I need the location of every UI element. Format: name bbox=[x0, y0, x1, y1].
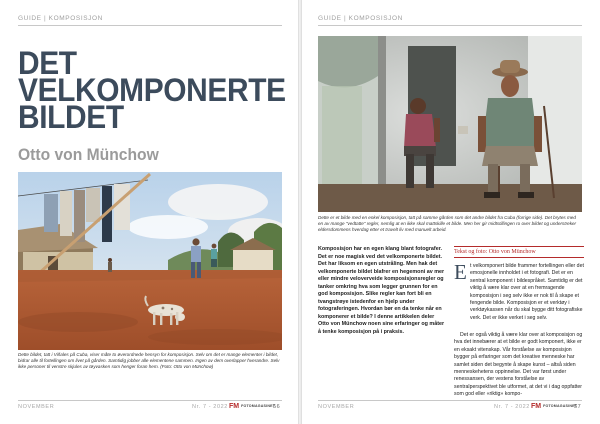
headline-line-3: BILDET bbox=[18, 99, 124, 135]
footer-issue-right: Nr. 7 - 2022 bbox=[494, 404, 530, 410]
body-paragraph-1-start bbox=[470, 263, 584, 322]
headline-line-2: VELKOMPONERTE bbox=[18, 72, 286, 108]
headline bbox=[18, 45, 286, 135]
logo-mark-right: FM bbox=[531, 403, 542, 410]
left-page bbox=[0, 0, 298, 424]
footer-issue-left: Nr. 7 - 2022 bbox=[192, 404, 228, 410]
page-number-left: 56 bbox=[273, 404, 281, 410]
running-head-right: GUIDE | KOMPOSISJON bbox=[318, 15, 403, 22]
magazine-logo-right bbox=[531, 403, 577, 410]
footer-rule-left bbox=[18, 400, 282, 401]
header-rule-right bbox=[318, 25, 582, 26]
footer-rule-right bbox=[318, 400, 582, 401]
footer-month-right: NOVEMBER bbox=[318, 404, 355, 410]
farm-photo bbox=[18, 172, 282, 350]
right-page bbox=[302, 0, 600, 424]
author-name: Otto von Münchow bbox=[18, 145, 159, 164]
left-photo-caption: Dette bildet, tatt i Viñales på Cuba, viser måte to øverordnede hensyn for komposisjon. Selv om det er mange elementer i bildet, bidrar alle til fortellingen om livet på gården. Samtidig jobber alle elementene sammen. Ingen av dem overlapper hverandre. Selv ikke personer til venstre skjules av tøyvasken som henger foran hem. (Foto: Otto von Münchow) bbox=[18, 352, 280, 370]
farm-photo-image bbox=[18, 172, 282, 350]
logo-text-right: FOTOMAGASINET bbox=[543, 404, 578, 409]
body-paragraph-2: Det er også viktig å være klar over at komposisjon og hva det innebærer at et bilde er godt komponert, ikke er en eksakt vitenskap. Vår forståelse av komposisjon bygger på erfaringer som det kreative menneske har samlet siden det begynte å skape kunst – altså siden menneskehetens oppinnelse. Det var først under renessansen, der vestens forståelse av sentralperspektivet ble utformet, at det vi i dag oppfatter som god eller «riktig» kompo- bbox=[454, 332, 583, 398]
old-man-photo-image bbox=[318, 36, 582, 212]
lead-paragraph: Komposisjon har en egen klang blant fotografer. Det er noe magisk ved det velkomponerte bildet. Det har liksom en egen utstråling. Men hak det velkomponerte bildet blafrer en hegemoni av mer eller mindre veloverveide komposisjonsregler og tanker omkring hva som legger grunnen for en god komposisjon. Slike regler kan fort bli en tvangstrøye istedenfor en hjelp under fotograferingen. Hvordan bør en da tenke når en komponerer et bilde? I denne artikkelen deler Otto von Münchow noen sine erfaringer og måter å tenke komposisjon på i praksis. bbox=[318, 246, 445, 335]
drop-cap: E bbox=[454, 260, 467, 284]
footer-month-left: NOVEMBER bbox=[18, 404, 55, 410]
body-paragraph-1: t velkomponert bilde frammer fortellingen eller det emosjonelle innholdet i et fotografi. Det er en sentral komponent i bildespråket. Samtidig er det viktig å være klar over at en fremragende komposisjon i seg selv ikke er nok til å skape et fengende bilde. Komposisjon er et verktøy i verktøykassen når du skal bygge ditt fotografiske verk. Det er ikke verket i seg selv. bbox=[470, 263, 584, 321]
right-photo-caption: Dette er et bilde med en enkel komposisjon, tatt på samme gården som det andre bildet fra Cuba (forrige side). Det brytes med en av mange "vedtatte" regler, nemlig at en ikke skal mattskille et bilde. Men her gir midtstillingen ro over bildet og understreker eldersdommens hverdag etter et travelt liv med manuelt arbeid. bbox=[318, 215, 577, 233]
byline: Tekst og foto: Otto von Münchow bbox=[454, 246, 584, 258]
headline-line-1: DET bbox=[18, 45, 77, 81]
page-number-right: 57 bbox=[574, 404, 582, 410]
running-head-left: GUIDE | KOMPOSISJON bbox=[18, 15, 103, 22]
old-man-photo bbox=[318, 36, 582, 212]
header-rule-left bbox=[18, 25, 282, 26]
logo-mark-left: FM bbox=[229, 403, 240, 410]
logo-text-left: FOTOMAGASINET bbox=[241, 404, 276, 409]
magazine-logo-left bbox=[229, 403, 275, 410]
